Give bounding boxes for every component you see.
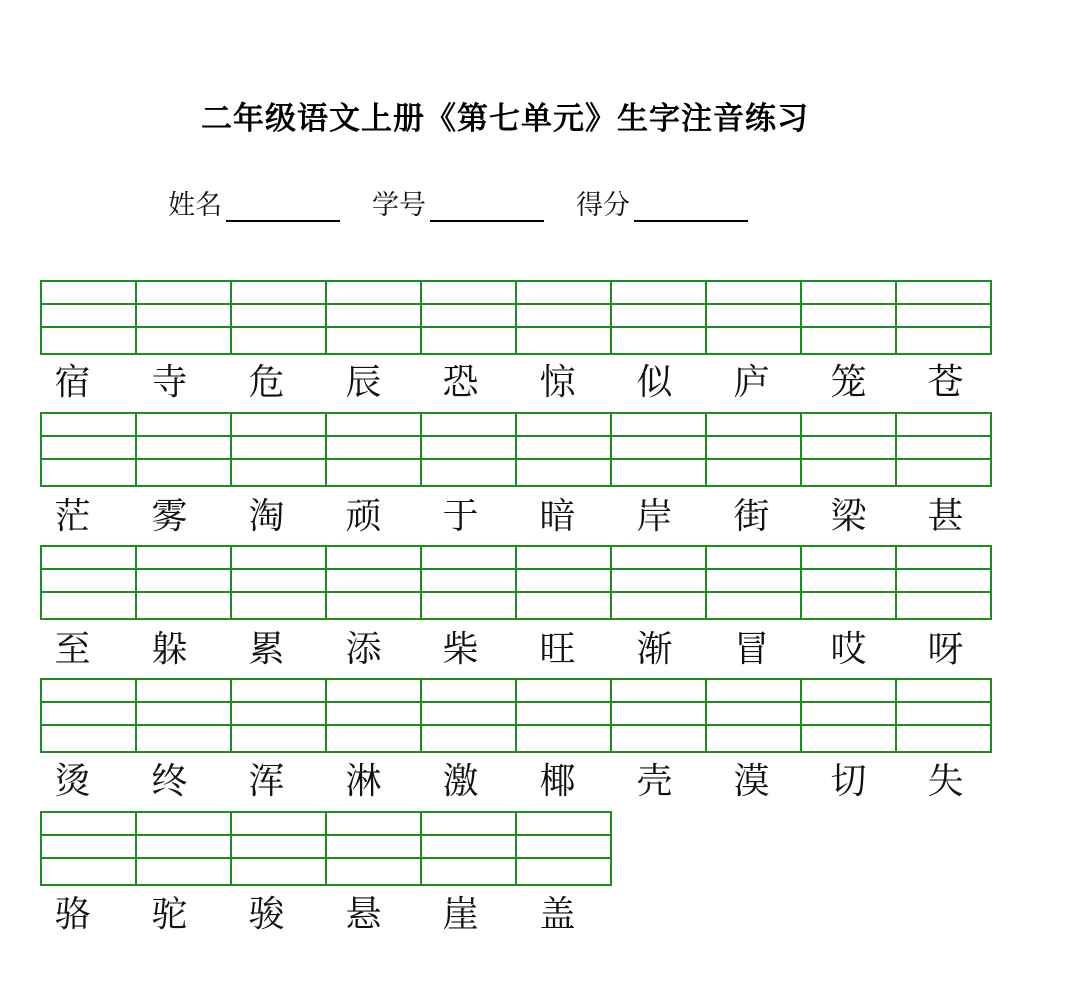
character: 淘 [248,496,285,537]
pinyin-cell[interactable] [40,412,137,487]
pinyin-cell[interactable] [230,412,327,487]
pinyin-cell[interactable] [135,280,232,355]
pinyin-cell[interactable] [230,280,327,355]
pinyin-cell[interactable] [895,280,992,355]
name-field [168,183,340,222]
pinyin-grid-row-1 [40,280,990,355]
character: 甚 [927,496,964,537]
student-info-row [168,183,780,222]
pinyin-cell[interactable] [610,412,707,487]
pinyin-cell[interactable] [420,678,517,753]
pinyin-cell[interactable] [800,678,897,753]
character: 柴 [442,629,479,670]
pinyin-cell[interactable] [325,678,422,753]
pinyin-cell[interactable] [515,280,612,355]
score-blank[interactable] [634,190,748,222]
pinyin-cell[interactable] [325,280,422,355]
character: 冒 [733,629,770,670]
pinyin-cell[interactable] [420,412,517,487]
page-title: 二年级语文上册《第七单元》生字注音练习 [201,101,809,137]
character: 呀 [927,629,964,670]
character: 茫 [54,496,91,537]
character: 笼 [830,362,867,403]
pinyin-cell[interactable] [895,412,992,487]
name-label: 姓名 [168,190,222,221]
character: 似 [636,362,673,403]
character: 苍 [927,362,964,403]
character: 椰 [539,761,576,802]
pinyin-cell[interactable] [895,678,992,753]
pinyin-cell[interactable] [135,678,232,753]
char-row-2 [40,492,1010,542]
character: 岸 [636,496,673,537]
char-row-3 [40,625,1010,675]
pinyin-grid-row-3 [40,545,990,620]
pinyin-cell[interactable] [325,545,422,620]
number-blank[interactable] [430,190,544,222]
character: 惊 [539,362,576,403]
character: 驼 [151,894,188,935]
score-label: 得分 [576,190,630,221]
character: 悬 [345,894,382,935]
pinyin-cell[interactable] [705,545,802,620]
pinyin-cell[interactable] [325,811,422,886]
character: 渐 [636,629,673,670]
pinyin-cell[interactable] [515,545,612,620]
character: 街 [733,496,770,537]
character: 至 [54,629,91,670]
character: 淋 [345,761,382,802]
pinyin-cell[interactable] [705,678,802,753]
pinyin-cell[interactable] [800,280,897,355]
char-row-5 [40,890,622,940]
pinyin-cell[interactable] [610,678,707,753]
pinyin-cell[interactable] [230,811,327,886]
character: 于 [442,496,479,537]
pinyin-cell[interactable] [800,412,897,487]
character: 浑 [248,761,285,802]
pinyin-cell[interactable] [135,811,232,886]
pinyin-cell[interactable] [135,545,232,620]
pinyin-cell[interactable] [420,811,517,886]
character: 雾 [151,496,188,537]
pinyin-cell[interactable] [325,412,422,487]
character: 暗 [539,496,576,537]
pinyin-cell[interactable] [610,545,707,620]
character: 终 [151,761,188,802]
character: 梁 [830,496,867,537]
pinyin-cell[interactable] [420,545,517,620]
character: 哎 [830,629,867,670]
character: 危 [248,362,285,403]
pinyin-cell[interactable] [420,280,517,355]
pinyin-cell[interactable] [515,811,612,886]
pinyin-cell[interactable] [895,545,992,620]
character: 漠 [733,761,770,802]
character: 辰 [345,362,382,403]
pinyin-cell[interactable] [800,545,897,620]
character: 庐 [733,362,770,403]
pinyin-cell[interactable] [610,280,707,355]
character: 旺 [539,629,576,670]
pinyin-cell[interactable] [705,280,802,355]
pinyin-grid-row-4 [40,678,990,753]
character: 躲 [151,629,188,670]
character: 添 [345,629,382,670]
pinyin-grid-row-5 [40,811,610,886]
name-blank[interactable] [226,190,340,222]
pinyin-cell[interactable] [515,678,612,753]
character: 恐 [442,362,479,403]
character: 壳 [636,761,673,802]
character: 骆 [54,894,91,935]
character: 宿 [54,362,91,403]
character: 骏 [248,894,285,935]
character: 顽 [345,496,382,537]
score-field [576,183,748,222]
pinyin-cell[interactable] [40,545,137,620]
pinyin-cell[interactable] [40,280,137,355]
pinyin-cell[interactable] [515,412,612,487]
character: 寺 [151,362,188,403]
pinyin-cell[interactable] [40,678,137,753]
pinyin-cell[interactable] [40,811,137,886]
number-label: 学号 [372,190,426,221]
character: 盖 [539,894,576,935]
number-field [372,183,544,222]
pinyin-cell[interactable] [230,545,327,620]
pinyin-cell[interactable] [135,412,232,487]
character: 烫 [54,761,91,802]
character: 激 [442,761,479,802]
character: 崖 [442,894,479,935]
char-row-4 [40,757,1010,807]
pinyin-cell[interactable] [230,678,327,753]
character: 切 [830,761,867,802]
pinyin-cell[interactable] [705,412,802,487]
pinyin-grid-row-2 [40,412,990,487]
character: 累 [248,629,285,670]
character: 失 [927,761,964,802]
char-row-1 [40,358,1010,408]
